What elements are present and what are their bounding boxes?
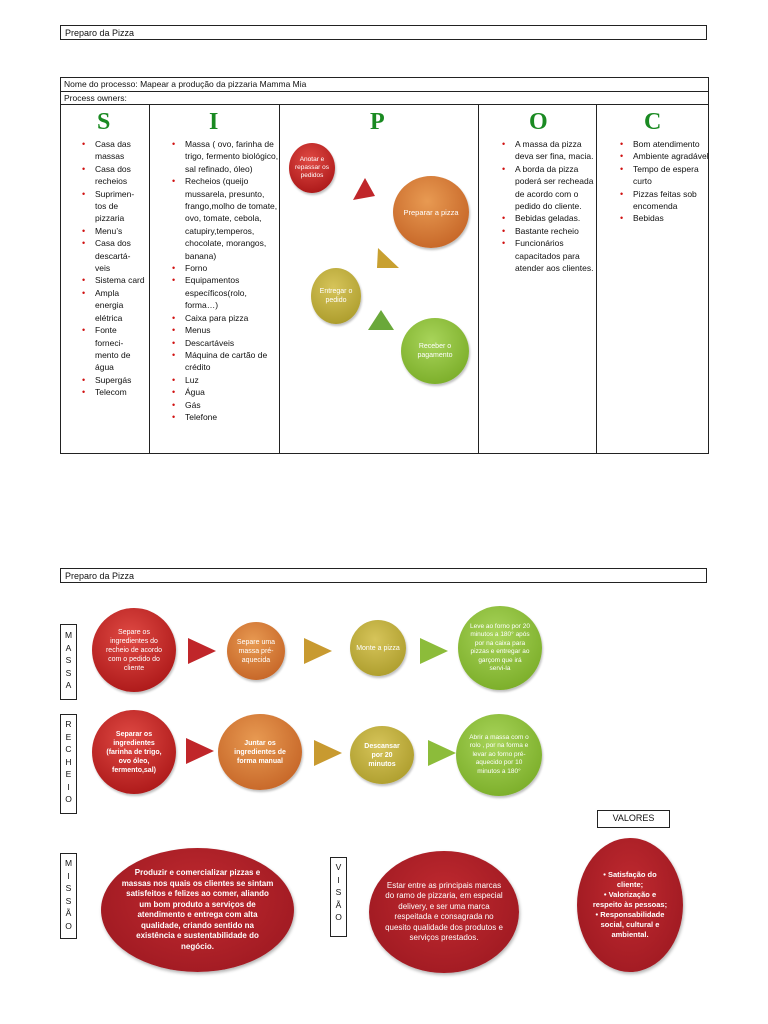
list-item: • Casa das massas	[79, 138, 145, 163]
list-item: • Funcionários capacitados para atender aos clientes.	[499, 237, 595, 274]
top-title-bar	[60, 25, 707, 40]
process-step-entregar: Entregar o pedido	[311, 268, 361, 324]
list-item: • Bebidas	[617, 212, 709, 224]
process-name-row	[61, 78, 708, 92]
arrow-triangle-icon	[184, 736, 216, 766]
list-item: • Casa dos descartá-veis	[79, 237, 145, 274]
label-char: S	[335, 887, 342, 897]
valores-ellipse	[577, 838, 683, 972]
letter-p: P	[370, 109, 385, 135]
arrow-triangle-icon	[426, 738, 458, 768]
letter-o: O	[529, 109, 548, 135]
list-item: • Forno	[169, 262, 281, 274]
label-char: Ã	[335, 899, 342, 910]
list-item: • Água	[169, 386, 281, 398]
list-item: • Caixa para pizza	[169, 312, 281, 324]
missao-label-box	[60, 853, 77, 939]
label-char: C	[65, 744, 72, 754]
recheio-step-1: Separar os ingredientes (farinha de trigo, ovo óleo, fermento,sal)	[92, 710, 176, 794]
process-name: Nome do processo: Mapear a produção da pizzaria Mamma Mia	[64, 79, 307, 89]
arrow-triangle-icon	[375, 246, 401, 272]
label-char: Ã	[65, 908, 72, 918]
customers-list	[617, 138, 709, 225]
list-item: • Telefone	[169, 411, 281, 423]
arrow-triangle-icon	[302, 636, 334, 666]
valores-item: • Responsabilidade social, cultural e ambiental.	[595, 910, 665, 939]
label-char: S	[65, 667, 72, 678]
label-char: O	[65, 794, 72, 804]
massa-label-box	[60, 624, 77, 700]
label-char: A	[65, 680, 72, 690]
label-char: R	[65, 719, 72, 729]
list-item: • A borda da pizza poderá ser recheada de acordo com o pedido do cliente.	[499, 163, 595, 213]
letter-c: C	[644, 109, 662, 135]
list-item: • Bom atendimento	[617, 138, 709, 150]
list-item: • Fonte forneci-mento de água	[79, 324, 145, 374]
outputs-list	[499, 138, 595, 274]
list-item: • Suprimen-tos de pizzaria	[79, 188, 145, 225]
label-char: S	[65, 895, 72, 906]
visao-label-box	[330, 857, 347, 937]
recheio-step-4: Abrir a massa com o rolo , por na forma e levar ao forno pré-aquecido por 10 minutos a 180°	[456, 714, 542, 796]
list-item: • Sistema card	[79, 274, 145, 286]
label-char: M	[64, 858, 73, 868]
second-title: Preparo da Pizza	[65, 571, 135, 581]
list-item: • Tempo de espera curto	[617, 163, 709, 188]
list-item: • Menu’s	[79, 225, 145, 237]
arrow-triangle-icon	[418, 636, 450, 666]
valores-title-box	[597, 810, 670, 828]
list-item: • Bastante recheio	[499, 225, 595, 237]
process-owners: Process owners:	[64, 93, 127, 103]
list-item: • Pizzas feitas sob encomenda	[617, 188, 709, 213]
arrow-triangle-icon	[186, 636, 218, 666]
list-item: • Ampla energia elétrica	[79, 287, 145, 324]
missao-ellipse	[101, 848, 294, 972]
recheio-step-3: Descansar por 20 minutos	[350, 726, 414, 784]
list-item: • Gás	[169, 399, 281, 411]
process-owners-row	[61, 92, 708, 105]
arrow-triangle-icon	[312, 738, 344, 768]
recheio-step-2: Juntar os ingredientes de forma manual	[218, 714, 302, 790]
label-char: S	[65, 655, 72, 665]
recheio-label-box	[60, 714, 77, 814]
process-step-receber: Receber o pagamento	[401, 318, 469, 384]
sipoc-table	[60, 77, 709, 454]
valores-item: • Satisfação do cliente;	[603, 870, 657, 889]
label-char: I	[67, 781, 70, 792]
list-item: • Supergás	[79, 374, 145, 386]
label-char: I	[337, 874, 340, 885]
suppliers-list	[79, 138, 145, 399]
list-item: • Menus	[169, 324, 281, 336]
arrow-triangle-icon	[351, 176, 377, 202]
list-item: • A massa da pizza deva ser fina, macia.	[499, 138, 595, 163]
list-item: • Máquina de cartão de crédito	[169, 349, 281, 374]
list-item: • Telecom	[79, 386, 145, 398]
visao-ellipse	[369, 851, 519, 973]
inputs-list	[169, 138, 281, 423]
massa-step-4: Leve ao forno por 20 minutos a 180° após por na caixa para pizzas e entregar ao garçom que irá servi-la	[458, 606, 542, 690]
label-char: I	[67, 870, 70, 881]
arrow-triangle-icon	[366, 308, 396, 332]
label-char: E	[65, 731, 72, 742]
list-item: • Luz	[169, 374, 281, 386]
label-char: E	[65, 769, 72, 779]
massa-step-1: Separe os ingredientes do recheio de acordo com o pedido do cliente	[92, 608, 176, 692]
list-item: • Bebidas geladas.	[499, 212, 595, 224]
list-item: • Ambiente agradável	[617, 150, 709, 162]
missao-text: Produzir e comercializar pizzas e massas nos quais os clientes se sintam satisfeitos e felizes ao comer, aliando um bom produto a serviços de atendimento e entrega com alta qualidade, criando sentido na existência e sustentabilidade do negócio.	[121, 868, 274, 951]
label-char: O	[335, 912, 342, 922]
valores-title: VALORES	[612, 813, 655, 823]
label-char: A	[65, 642, 72, 653]
top-title: Preparo da Pizza	[65, 28, 135, 38]
list-item: • Equipamentos específicos(rolo, forma…)	[169, 274, 281, 311]
valores-list	[591, 870, 669, 940]
process-step-preparar: Preparar a pizza	[393, 176, 469, 248]
label-char: O	[65, 920, 72, 931]
list-item: • Descartáveis	[169, 337, 281, 349]
process-step-anotar: Anotar e repassar os pedidos	[289, 143, 335, 193]
label-char: H	[65, 756, 72, 767]
label-char: V	[335, 862, 342, 872]
letter-s: S	[97, 109, 111, 135]
valores-item: • Valorização e respeito às pessoas;	[592, 890, 668, 909]
visao-text: Estar entre as principais marcas do ramo de pizzaria, em especial delivery, e ser uma marca respeitada e consagrada no quesito qualidade dos produtos e serviços prestados.	[385, 880, 503, 942]
list-item: • Casa dos recheios	[79, 163, 145, 188]
massa-step-2: Separe uma massa pré-aquecida	[227, 622, 285, 680]
massa-step-3: Monte a pizza	[350, 620, 406, 676]
list-item: • Recheios (queijo mussarela, presunto, frango,molho de tomate, ovo, tomate, cebola, catupiry,temperos, chocolate, morangos, banana)	[169, 175, 281, 262]
label-char: M	[64, 630, 73, 640]
letter-i: I	[209, 109, 219, 135]
list-item: • Massa ( ovo, farinha de trigo, fermento biológico, sal refinado, óleo)	[169, 138, 281, 175]
second-title-bar	[60, 568, 707, 583]
label-char: S	[65, 883, 72, 893]
